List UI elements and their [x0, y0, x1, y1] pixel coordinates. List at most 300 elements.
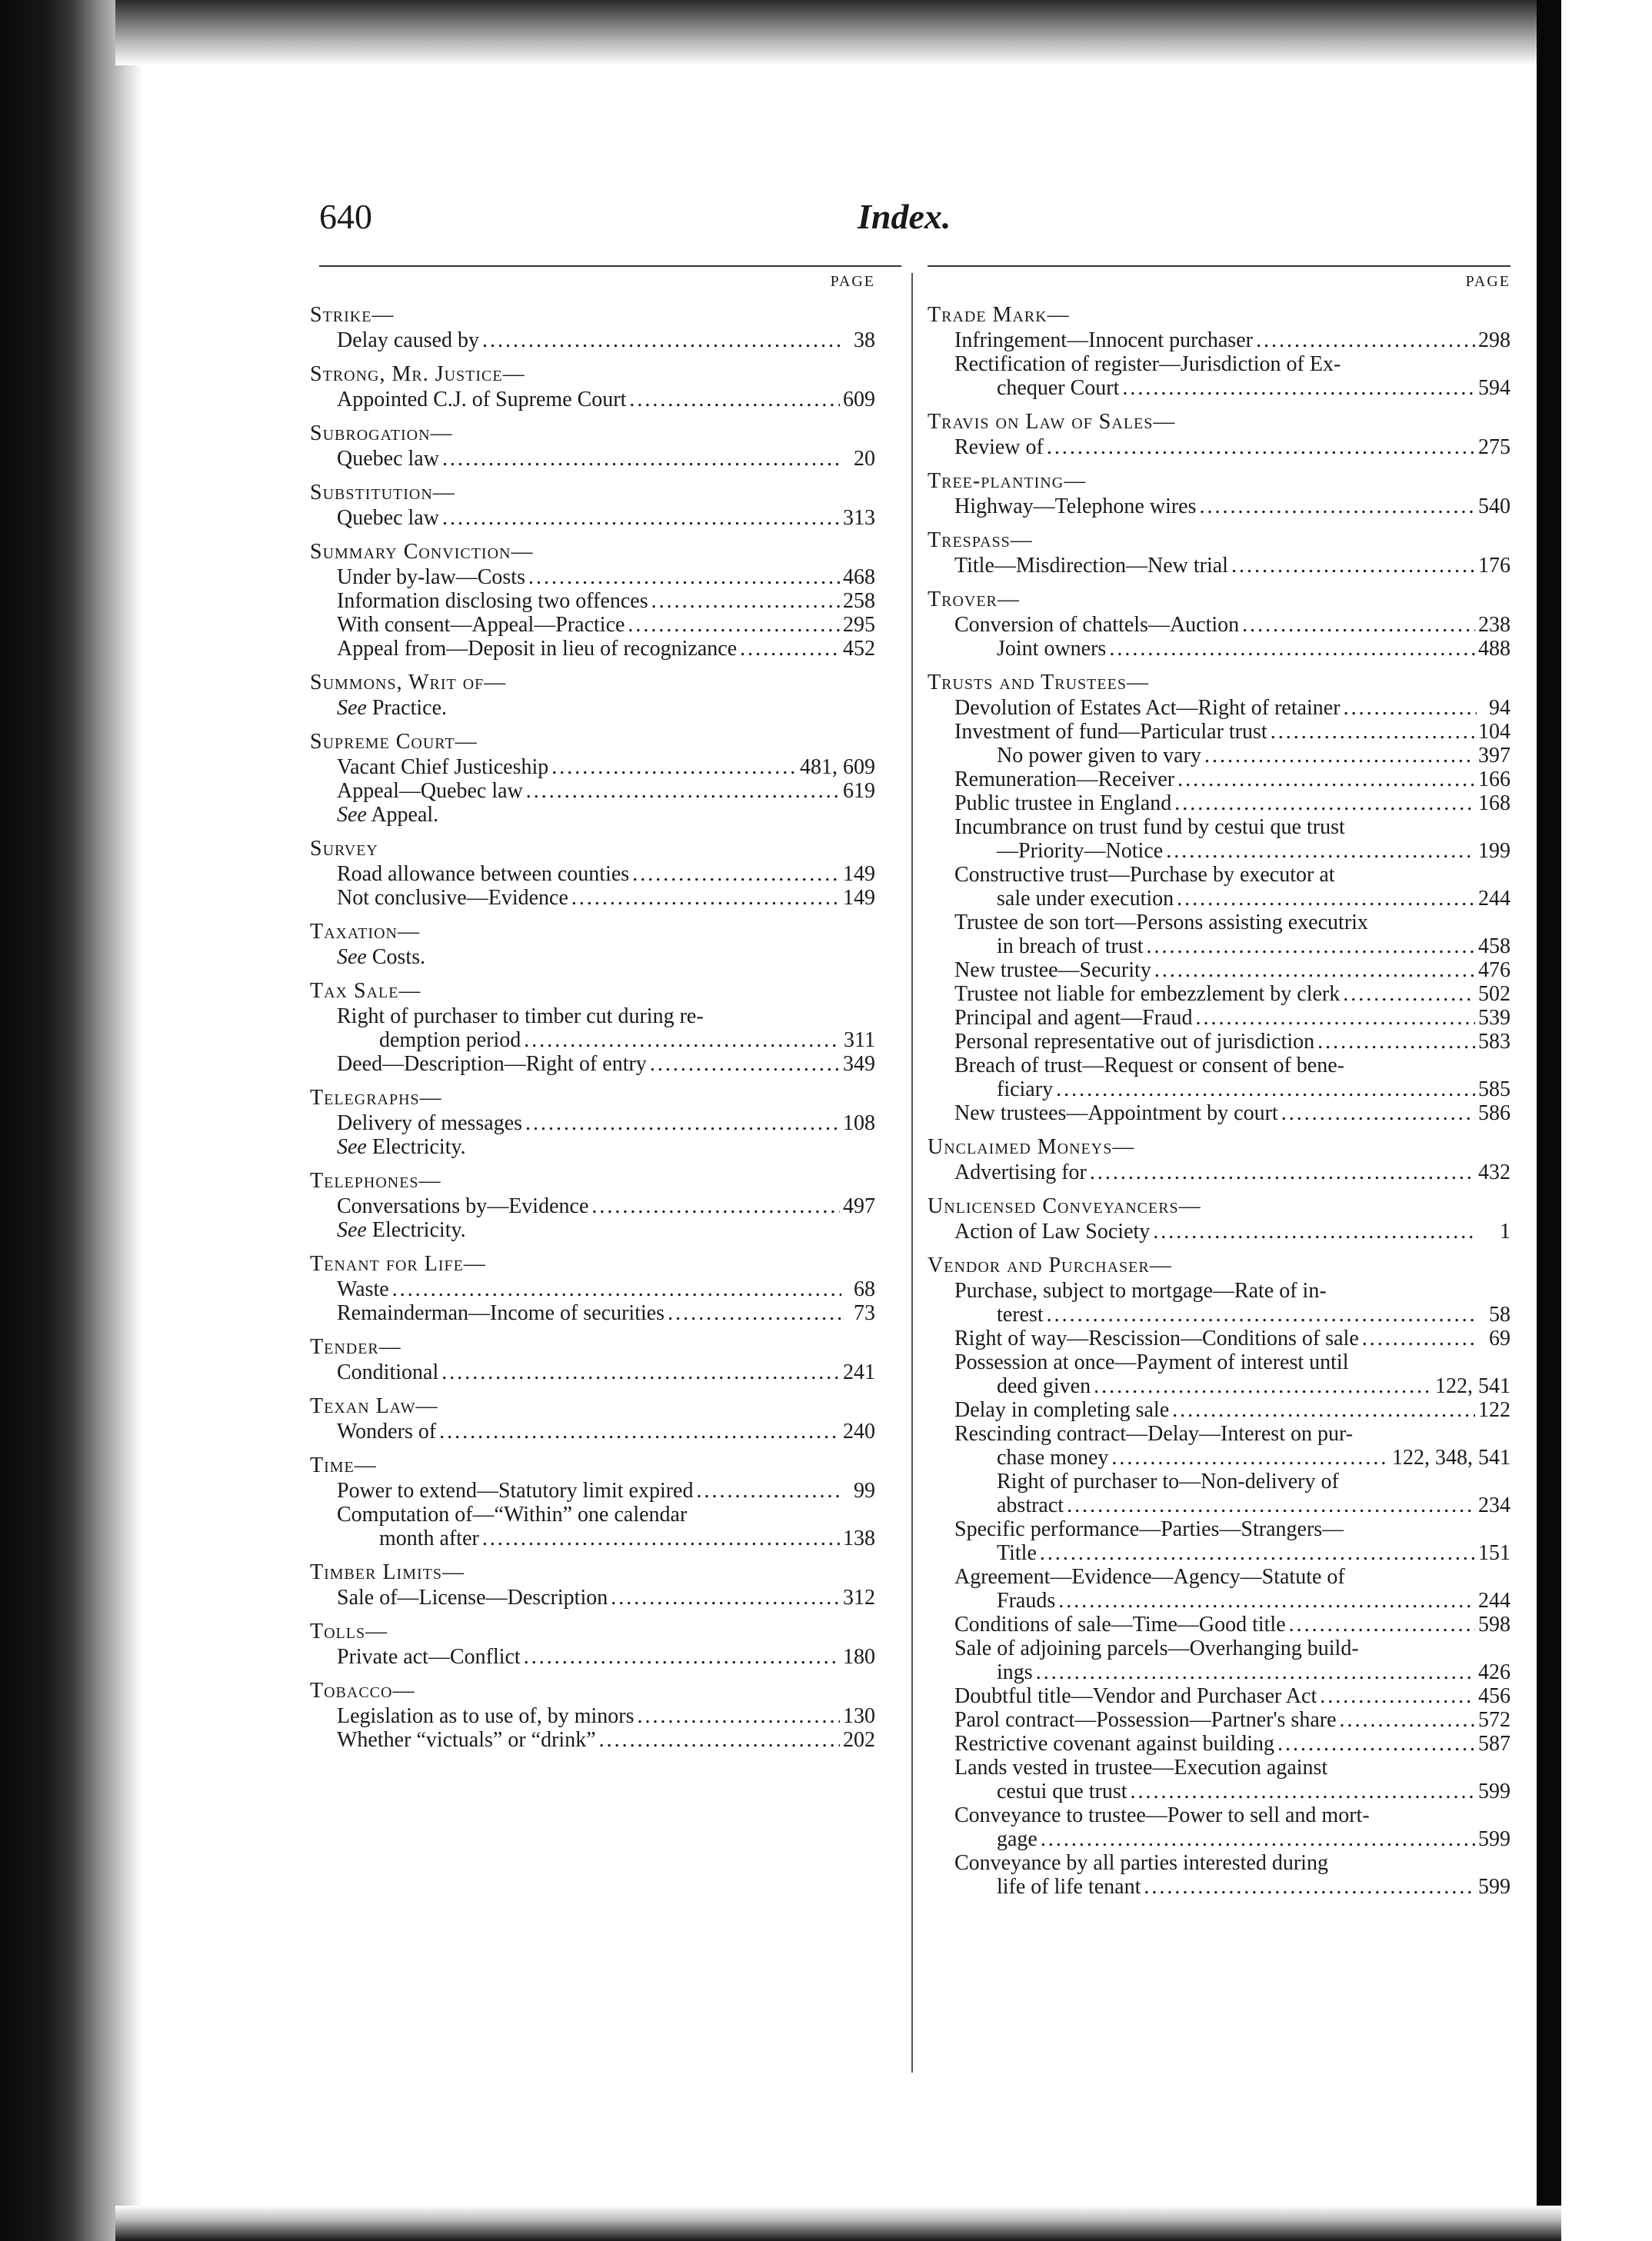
- entry-page-number: 238: [1478, 613, 1510, 637]
- entry-text: Title—Misdirection—New trial: [954, 554, 1228, 578]
- entry-heading: Summary Conviction—: [310, 540, 534, 564]
- entry-page-number: 502: [1478, 982, 1510, 1006]
- entry-line: [928, 1422, 1510, 1446]
- entry-line: [928, 934, 1510, 958]
- entry-line: [928, 1077, 1510, 1101]
- dot-leader: [442, 506, 840, 530]
- entry-line: [928, 328, 1510, 352]
- entry-text: Appointed C.J. of Supreme Court: [337, 388, 627, 411]
- dot-leader: [1231, 554, 1475, 578]
- index-entry: [928, 670, 1510, 1125]
- dot-leader: [1154, 958, 1475, 982]
- index-column-left: [310, 273, 875, 1752]
- index-entry: [310, 1334, 875, 1384]
- entry-page-number: 598: [1478, 1613, 1510, 1637]
- entry-text: Private act—Conflict: [337, 1645, 521, 1669]
- dot-leader: [1281, 1101, 1475, 1125]
- dot-leader: [442, 447, 841, 471]
- entry-text: No power given to vary: [997, 744, 1201, 768]
- header-rule-right: [928, 265, 1510, 267]
- entry-line: [928, 1589, 1510, 1613]
- entry-page-number: 609: [843, 388, 875, 411]
- entry-page-number: 488: [1478, 637, 1510, 661]
- dot-leader: [1041, 1827, 1475, 1851]
- dot-leader: [1047, 435, 1475, 459]
- entry-page-number: 58: [1489, 1303, 1510, 1327]
- entry-page-number: 586: [1478, 1101, 1510, 1125]
- entry-line: [928, 1827, 1510, 1851]
- entry-text: Review of: [954, 435, 1044, 459]
- entry-text: Computation of—“Within” one calendar: [337, 1503, 688, 1527]
- entry-page-number: 94: [1489, 696, 1510, 720]
- dot-leader: [1277, 1732, 1475, 1756]
- see-target: Electricity.: [371, 1135, 466, 1159]
- entry-line: [928, 791, 1510, 815]
- entry-line: [928, 1327, 1510, 1350]
- index-entry: [928, 302, 1510, 400]
- entry-line: [928, 1160, 1510, 1184]
- entry-text: Conditions of sale—Time—Good title: [954, 1613, 1286, 1637]
- entry-text: Rectification of register—Jurisdiction of Ex-: [954, 352, 1341, 376]
- dot-leader: [1153, 1220, 1477, 1244]
- entry-page-number: 202: [843, 1728, 875, 1752]
- entry-page-number: 312: [843, 1586, 875, 1610]
- entry-text: Parol contract—Possession—Partner's share: [954, 1708, 1337, 1732]
- entry-text: chase money: [997, 1446, 1109, 1470]
- entry-page-number: 240: [843, 1420, 875, 1443]
- entry-heading: Supreme Court—: [310, 730, 478, 754]
- entry-heading: Summons, Writ of—: [310, 671, 507, 694]
- header-rule-left: [319, 265, 901, 267]
- index-entry: [928, 468, 1510, 518]
- entry-heading: Telephones—: [310, 1169, 441, 1193]
- entry-line: [928, 696, 1510, 720]
- dot-leader: [1271, 720, 1475, 744]
- index-entry: [310, 361, 875, 411]
- entry-line: [928, 1470, 1510, 1493]
- dot-leader: [1131, 1780, 1475, 1803]
- entry-page-number: 599: [1478, 1780, 1510, 1803]
- entry-page-number: 234: [1478, 1493, 1510, 1517]
- entry-line: [928, 911, 1510, 934]
- entry-text: Conveyance by all parties interested during: [954, 1851, 1328, 1875]
- entry-line: [928, 1054, 1510, 1077]
- dot-leader: [551, 755, 797, 779]
- entry-page-number: 599: [1478, 1875, 1510, 1899]
- see-reference: [310, 1135, 875, 1159]
- dot-leader: [1109, 637, 1475, 661]
- dot-leader: [524, 1645, 840, 1669]
- column-divider: [911, 273, 913, 2073]
- entry-text: Sale of—License—Description: [337, 1586, 608, 1610]
- dot-leader: [1122, 376, 1475, 400]
- entry-page-number: 619: [843, 779, 875, 803]
- see-reference: [310, 945, 875, 969]
- dot-leader: [1040, 1541, 1475, 1565]
- entry-page-number: 583: [1478, 1030, 1510, 1054]
- dot-leader: [1067, 1493, 1475, 1517]
- entry-page-number: 138: [843, 1527, 875, 1550]
- entry-text: —Priority—Notice: [997, 839, 1164, 863]
- dot-leader: [1174, 791, 1475, 815]
- entry-page-number: 275: [1478, 435, 1510, 459]
- index-entry: [310, 729, 875, 827]
- dot-leader: [1204, 744, 1475, 768]
- entry-page-number: 456: [1478, 1684, 1510, 1708]
- entry-page-number: 572: [1478, 1708, 1510, 1732]
- dot-leader: [1058, 1589, 1475, 1613]
- dot-leader: [524, 1028, 841, 1052]
- entry-text: Quebec law: [337, 447, 439, 471]
- entry-line: [928, 839, 1510, 863]
- entry-text: Wonders of: [337, 1420, 437, 1443]
- dot-leader: [650, 1052, 840, 1076]
- entry-page-number: 20: [854, 447, 875, 471]
- entry-page-number: 180: [843, 1645, 875, 1669]
- dot-leader: [628, 613, 840, 637]
- entry-text: Highway—Telephone wires: [954, 494, 1197, 518]
- entry-line: [310, 388, 875, 411]
- index-entry: [928, 587, 1510, 661]
- see-reference: [310, 1218, 875, 1242]
- entry-line: [310, 1420, 875, 1443]
- entry-line: [310, 1277, 875, 1301]
- entry-page-number: 298: [1478, 328, 1510, 352]
- dot-leader: [482, 328, 841, 352]
- see-keyword: See: [337, 945, 367, 969]
- index-entry: [310, 1560, 875, 1610]
- entry-heading: Trespass—: [928, 528, 1033, 552]
- entry-text: Trustee de son tort—Persons assisting executrix: [954, 911, 1368, 934]
- entry-line: [928, 1684, 1510, 1708]
- entry-text: Doubtful title—Vendor and Purchaser Act: [954, 1684, 1317, 1708]
- entry-text: Remuneration—Receiver: [954, 768, 1175, 791]
- entry-heading: Tobacco—: [310, 1679, 415, 1703]
- dot-leader: [1177, 768, 1475, 791]
- entry-page-number: 73: [854, 1301, 875, 1325]
- entry-text: Not conclusive—Evidence: [337, 886, 568, 910]
- entry-page-number: 122: [1478, 1398, 1510, 1422]
- entry-page-number: 258: [843, 589, 875, 613]
- dot-leader: [1047, 1303, 1477, 1327]
- entry-page-number: 1: [1500, 1220, 1510, 1244]
- entry-line: [928, 613, 1510, 637]
- entry-page-number: 497: [843, 1194, 875, 1218]
- entry-heading: Time—: [310, 1453, 377, 1477]
- entry-heading: Tree-planting—: [928, 469, 1087, 493]
- entry-page-number: 241: [843, 1360, 875, 1384]
- entry-page-number: 104: [1478, 720, 1510, 744]
- entry-heading: Timber Limits—: [310, 1560, 465, 1584]
- page-number: 640: [319, 197, 372, 236]
- dot-leader: [439, 1420, 840, 1443]
- entry-text: Conversion of chattels—Auction: [954, 613, 1240, 637]
- entry-line: [928, 887, 1510, 911]
- entry-text: Waste: [337, 1277, 389, 1301]
- entry-text: Conversations by—Evidence: [337, 1194, 589, 1218]
- entry-line: [310, 862, 875, 886]
- entry-heading: Travis on Law of Sales—: [928, 410, 1176, 434]
- entry-heading: Unclaimed Moneys—: [928, 1135, 1135, 1159]
- dot-leader: [1256, 328, 1475, 352]
- index-entry: [310, 421, 875, 471]
- entry-line: [928, 1780, 1510, 1803]
- dot-leader: [651, 589, 840, 613]
- entry-line: [928, 1398, 1510, 1422]
- entry-line: [310, 779, 875, 803]
- entry-line: [310, 506, 875, 530]
- entry-text: Road allowance between counties: [337, 862, 630, 886]
- index-entry: [310, 302, 875, 352]
- entry-line: [928, 744, 1510, 768]
- dot-leader: [528, 565, 840, 589]
- dot-leader: [740, 637, 840, 661]
- dot-leader: [638, 1704, 840, 1728]
- entry-line: [928, 720, 1510, 744]
- dot-leader: [1094, 1374, 1432, 1398]
- entry-line: [928, 1350, 1510, 1374]
- dot-leader: [1317, 1030, 1475, 1054]
- entry-line: [928, 1613, 1510, 1637]
- entry-text: Under by-law—Costs: [337, 565, 525, 589]
- entry-text: Incumbrance on trust fund by cestui que trust: [954, 815, 1345, 839]
- index-entry: [310, 1453, 875, 1550]
- entry-line: [928, 982, 1510, 1006]
- dot-leader: [1090, 1160, 1475, 1184]
- entry-page-number: 311: [844, 1028, 875, 1052]
- entry-line: [310, 886, 875, 910]
- see-target: Costs.: [371, 945, 426, 969]
- index-column-right: [928, 273, 1510, 1899]
- dot-leader: [1036, 1660, 1475, 1684]
- index-entry: [310, 480, 875, 530]
- entry-text: Personal representative out of jurisdiction: [954, 1030, 1315, 1054]
- entry-text: New trustees—Appointment by court: [954, 1101, 1278, 1125]
- entry-text: month after: [379, 1527, 479, 1550]
- entry-text: Restrictive covenant against building: [954, 1732, 1275, 1756]
- entry-text: in breach of trust: [997, 934, 1144, 958]
- entry-page-number: 587: [1478, 1732, 1510, 1756]
- dot-leader: [1343, 982, 1475, 1006]
- entry-line: [310, 1503, 875, 1527]
- entry-text: deed given: [997, 1374, 1091, 1398]
- entry-text: Appeal from—Deposit in lieu of recognizance: [337, 637, 738, 661]
- dot-leader: [1166, 839, 1475, 863]
- entry-line: [928, 863, 1510, 887]
- entry-text: Action of Law Society: [954, 1220, 1151, 1244]
- page-column-label: PAGE: [830, 273, 875, 290]
- entry-line: [310, 1479, 875, 1503]
- entry-page-number: 349: [843, 1052, 875, 1076]
- entry-line: [928, 1756, 1510, 1780]
- index-entry: [928, 1253, 1510, 1899]
- entry-text: Conveyance to trustee—Power to sell and mort-: [954, 1803, 1370, 1827]
- entry-text: sale under execution: [997, 887, 1174, 911]
- scan-top-edge: [115, 0, 1538, 65]
- entry-line: [310, 589, 875, 613]
- scan-right-edge: [1537, 0, 1652, 2241]
- entry-line: [928, 1374, 1510, 1398]
- entry-heading: Substitution—: [310, 481, 455, 504]
- entry-text: life of life tenant: [997, 1875, 1141, 1899]
- entry-page-number: 426: [1478, 1660, 1510, 1684]
- entry-line: [310, 1728, 875, 1752]
- index-entry: [310, 1085, 875, 1159]
- entry-heading: Tolls—: [310, 1620, 388, 1643]
- scan-bottom-edge: [115, 2206, 1561, 2241]
- entry-page-number: 452: [843, 637, 875, 661]
- dot-leader: [1320, 1684, 1475, 1708]
- entry-page-number: 68: [854, 1277, 875, 1301]
- dot-leader: [591, 1194, 840, 1218]
- entry-line: [928, 1541, 1510, 1565]
- entry-line: [310, 1028, 875, 1052]
- index-entry: [928, 528, 1510, 578]
- entry-heading: Texan Law—: [310, 1394, 438, 1418]
- entry-text: Remainderman—Income of securities: [337, 1301, 665, 1325]
- entry-text: Delay in completing sale: [954, 1398, 1170, 1422]
- entry-page-number: 149: [843, 886, 875, 910]
- entry-heading: Strong, Mr. Justice—: [310, 362, 525, 386]
- entry-line: [928, 1303, 1510, 1327]
- entry-line: [310, 1052, 875, 1076]
- entry-text: Delivery of messages: [337, 1111, 523, 1135]
- index-entry: [310, 1619, 875, 1669]
- index-entry: [310, 1678, 875, 1752]
- entry-line: [928, 1446, 1510, 1470]
- scan-binding-edge: [0, 0, 142, 2241]
- dot-leader: [1242, 613, 1475, 637]
- entry-text: ficiary: [997, 1077, 1054, 1101]
- entry-line: [928, 352, 1510, 376]
- entry-text: Legislation as to use of, by minors: [337, 1704, 634, 1728]
- entry-heading: Trade Mark—: [928, 303, 1070, 327]
- dot-leader: [1177, 887, 1475, 911]
- entry-text: Infringement—Innocent purchaser: [954, 328, 1253, 352]
- entry-heading: Unlicensed Conveyancers—: [928, 1194, 1201, 1218]
- entry-text: abstract: [997, 1493, 1064, 1517]
- entry-page-number: 151: [1478, 1541, 1510, 1565]
- entry-heading: Taxation—: [310, 920, 420, 944]
- entry-text: Power to extend—Statutory limit expired: [337, 1479, 694, 1503]
- entry-line: [310, 613, 875, 637]
- entry-line: [928, 1493, 1510, 1517]
- see-target: Electricity.: [371, 1218, 466, 1242]
- entry-heading: Vendor and Purchaser—: [928, 1254, 1172, 1277]
- entry-heading: Tender—: [310, 1335, 401, 1359]
- dot-leader: [1362, 1327, 1477, 1350]
- entry-page-number: 99: [854, 1479, 875, 1503]
- entry-page-number: 468: [843, 565, 875, 589]
- entry-line: [310, 1004, 875, 1028]
- dot-leader: [441, 1360, 840, 1384]
- entry-line: [928, 1517, 1510, 1541]
- entry-page-number: 166: [1478, 768, 1510, 791]
- entry-line: [310, 1360, 875, 1384]
- entry-line: [928, 435, 1510, 459]
- entry-page-number: 176: [1478, 554, 1510, 578]
- entry-line: [928, 1006, 1510, 1030]
- entry-page-number: 122, 541: [1435, 1374, 1510, 1398]
- entry-line: [928, 815, 1510, 839]
- entry-line: [928, 1565, 1510, 1589]
- entry-line: [310, 1704, 875, 1728]
- entry-text: Constructive trust—Purchase by executor at: [954, 863, 1335, 887]
- dot-leader: [1344, 696, 1477, 720]
- see-target: Appeal.: [371, 803, 439, 827]
- entry-text: Investment of fund—Particular trust: [954, 720, 1267, 744]
- dot-leader: [1144, 1875, 1475, 1899]
- entry-heading: Survey: [310, 837, 378, 861]
- entry-text: Public trustee in England: [954, 791, 1172, 815]
- dot-leader: [1200, 494, 1475, 518]
- entry-page-number: 540: [1478, 494, 1510, 518]
- entry-text: Vacant Chief Justiceship: [337, 755, 549, 779]
- entry-line: [928, 1708, 1510, 1732]
- entry-line: [928, 554, 1510, 578]
- entry-line: [928, 1732, 1510, 1756]
- entry-text: demption period: [379, 1028, 521, 1052]
- dot-leader: [611, 1586, 840, 1610]
- entry-text: gage: [997, 1827, 1037, 1851]
- index-entry: [310, 539, 875, 661]
- entry-page-number: 594: [1478, 376, 1510, 400]
- entry-line: [928, 1851, 1510, 1875]
- entry-page-number: 585: [1478, 1077, 1510, 1101]
- index-entry: [928, 1134, 1510, 1184]
- entry-text: Right of purchaser to—Non-delivery of: [997, 1470, 1339, 1493]
- entry-text: Possession at once—Payment of interest until: [954, 1350, 1349, 1374]
- entry-text: Breach of trust—Request or consent of bene-: [954, 1054, 1344, 1077]
- entry-line: [928, 376, 1510, 400]
- entry-page-number: 69: [1489, 1327, 1510, 1350]
- entry-text: Delay caused by: [337, 328, 480, 352]
- entry-text: ings: [997, 1660, 1033, 1684]
- entry-line: [310, 1301, 875, 1325]
- entry-line: [310, 1645, 875, 1669]
- entry-text: Conditional: [337, 1360, 439, 1384]
- entry-heading: Trover—: [928, 588, 1020, 611]
- entry-text: Advertising for: [954, 1160, 1087, 1184]
- entry-heading: Tenant for Life—: [310, 1252, 486, 1276]
- entry-page-number: 397: [1478, 744, 1510, 768]
- entry-line: [310, 328, 875, 352]
- entry-text: Rescinding contract—Delay—Interest on pur-: [954, 1422, 1354, 1446]
- entry-line: [928, 1803, 1510, 1827]
- page-header: [319, 196, 1519, 250]
- entry-text: Lands vested in trustee—Execution against: [954, 1756, 1328, 1780]
- entry-page-number: 149: [843, 862, 875, 886]
- entry-line: [928, 1875, 1510, 1899]
- entry-page-number: 130: [843, 1704, 875, 1728]
- entry-heading: Strike—: [310, 303, 395, 327]
- entry-page-number: 38: [854, 328, 875, 352]
- index-entry: [310, 919, 875, 969]
- see-keyword: See: [337, 696, 367, 720]
- dot-leader: [629, 388, 840, 411]
- dot-leader: [696, 1479, 841, 1503]
- entry-line: [928, 958, 1510, 982]
- entry-text: Quebec law: [337, 506, 439, 530]
- see-reference: [310, 803, 875, 827]
- dot-leader: [668, 1301, 841, 1325]
- entry-line: [928, 1101, 1510, 1125]
- entry-page-number: 539: [1478, 1006, 1510, 1030]
- index-entry: [928, 1194, 1510, 1244]
- entry-line: [928, 1279, 1510, 1303]
- dot-leader: [482, 1527, 840, 1550]
- index-entry: [310, 1394, 875, 1443]
